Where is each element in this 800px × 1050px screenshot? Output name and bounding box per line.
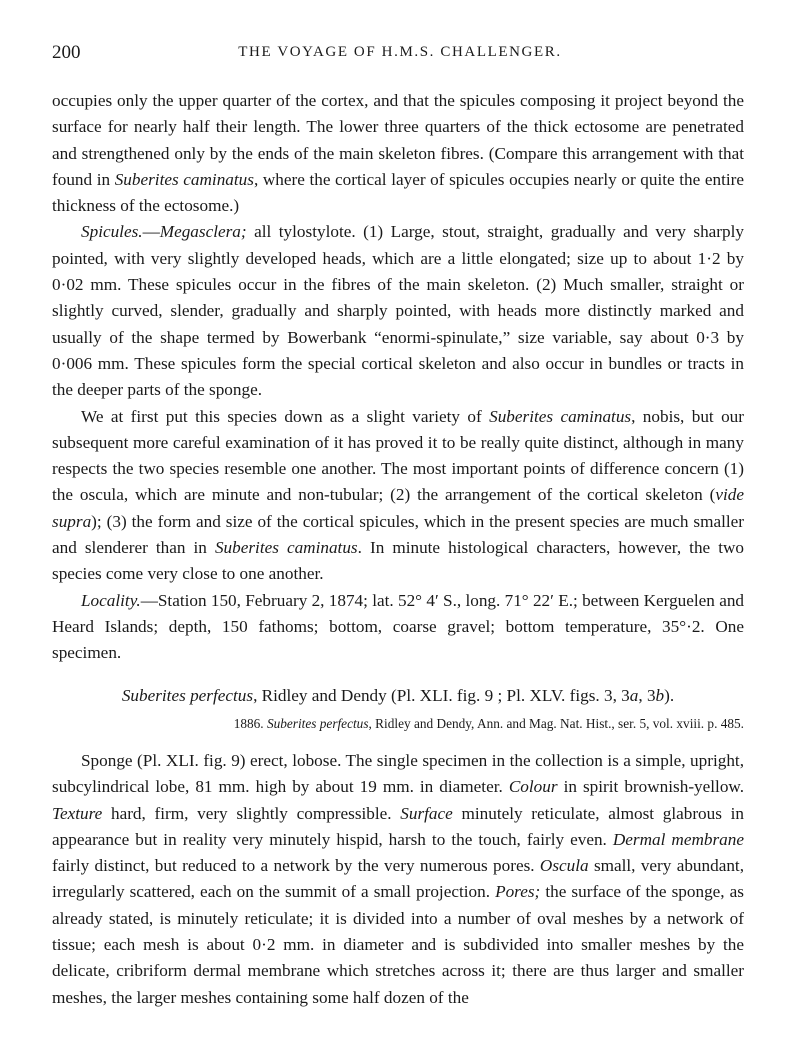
paragraph-spicules: Spicules.—Megasclera; all tylostylote. (1) Large, stout, straight, gradually and very sharply pointed, with very slightly developed heads, which are a little elongated; size up to about 1·2 by 0·02 mm. These spicules occur in the fibres of the main skeleton. (2) Much smaller, straight or slightly curved, slender, gradually and sharply pointed, with heads more distinctly marked and usually of the shape termed by Bowerbank “enormi-spinulate,” size variable, say about 0·3 by 0·006 mm. These spicules form the special cortical skeleton and also occur in bundles or tracts in the deeper parts of the sponge. — [52, 222, 744, 400]
text-block-upper — [52, 88, 744, 667]
species-heading: Suberites perfectus, Ridley and Dendy (Pl. XLI. fig. 9 ; Pl. XLV. figs. 3, 3a, 3b). — [121, 686, 675, 705]
paragraph-cortex: occupies only the upper quarter of the cortex, and that the spicules composing it project beyond the surface for nearly half their length. The lower three quarters of the thick ectosome are penetrated and strengthened only by the ends of the main skeleton fibres. (Compare this arrangement with that found in Suberites caminatus, where the cortical layer of spicules occupies nearly or quite the entire thickness of the ectosome.) — [52, 91, 745, 216]
synonymy-line: 1886. Suberites perfectus, Ridley and Dendy, Ann. and Mag. Nat. Hist., ser. 5, vol. xviii. p. 485. — [233, 716, 744, 731]
running-title: THE VOYAGE OF H.M.S. CHALLENGER. — [238, 44, 562, 60]
page-header — [52, 42, 748, 66]
paragraph-description: Sponge (Pl. XLI. fig. 9) erect, lobose. The single specimen in the collection is a simple, upright, subcylindrical lobe, 81 mm. high by about 19 mm. in diameter. Colour in spirit brownish-yellow. Texture hard, firm, very slightly compressible. Surface minutely reticulate, almost glabrous in appearance but in reality very minutely hispid, harsh to the touch, fairly even. Dermal membrane fairly distinct, but reduced to a network by the very numerous pores. Oscula small, very abundant, irregularly scattered, each on the summit of a small projection. Pores; the surface of the sponge, as already stated, is minutely reticulate; it is divided into a number of oval meshes by a network of tissue; each mesh is about 0·2 mm. in diameter and is subdivided into smaller meshes by the delicate, cribriform dermal membrane which stretches across it; there are thus larger and smaller meshes, the larger meshes containing some half dozen of the — [52, 751, 744, 1007]
paragraph-comparison: We at first put this species down as a slight variety of Suberites caminatus, nobis, but our subsequent more careful examination of it has proved it to be really quite distinct, although in many respects the two species resemble one another. The most important points of difference concern (1) the oscula, which are minute and non-tubular; (2) the arrangement of the cortical skeleton (vide supra); (3) the form and size of the cortical spicules, which in the present species are much smaller and slenderer than in Suberites caminatus. In minute histological characters, however, the two species come very close to one another. — [52, 406, 744, 584]
text-block-lower — [52, 683, 744, 1011]
paragraph-locality: Locality.—Station 150, February 2, 1874; lat. 52° 4′ S., long. 71° 22′ E.; between Kerguelen and Heard Islands; depth, 150 fathoms; bottom, coarse gravel; bottom temperature, 35°·2. One specimen. — [52, 590, 745, 663]
page-number: 200 — [52, 42, 81, 63]
